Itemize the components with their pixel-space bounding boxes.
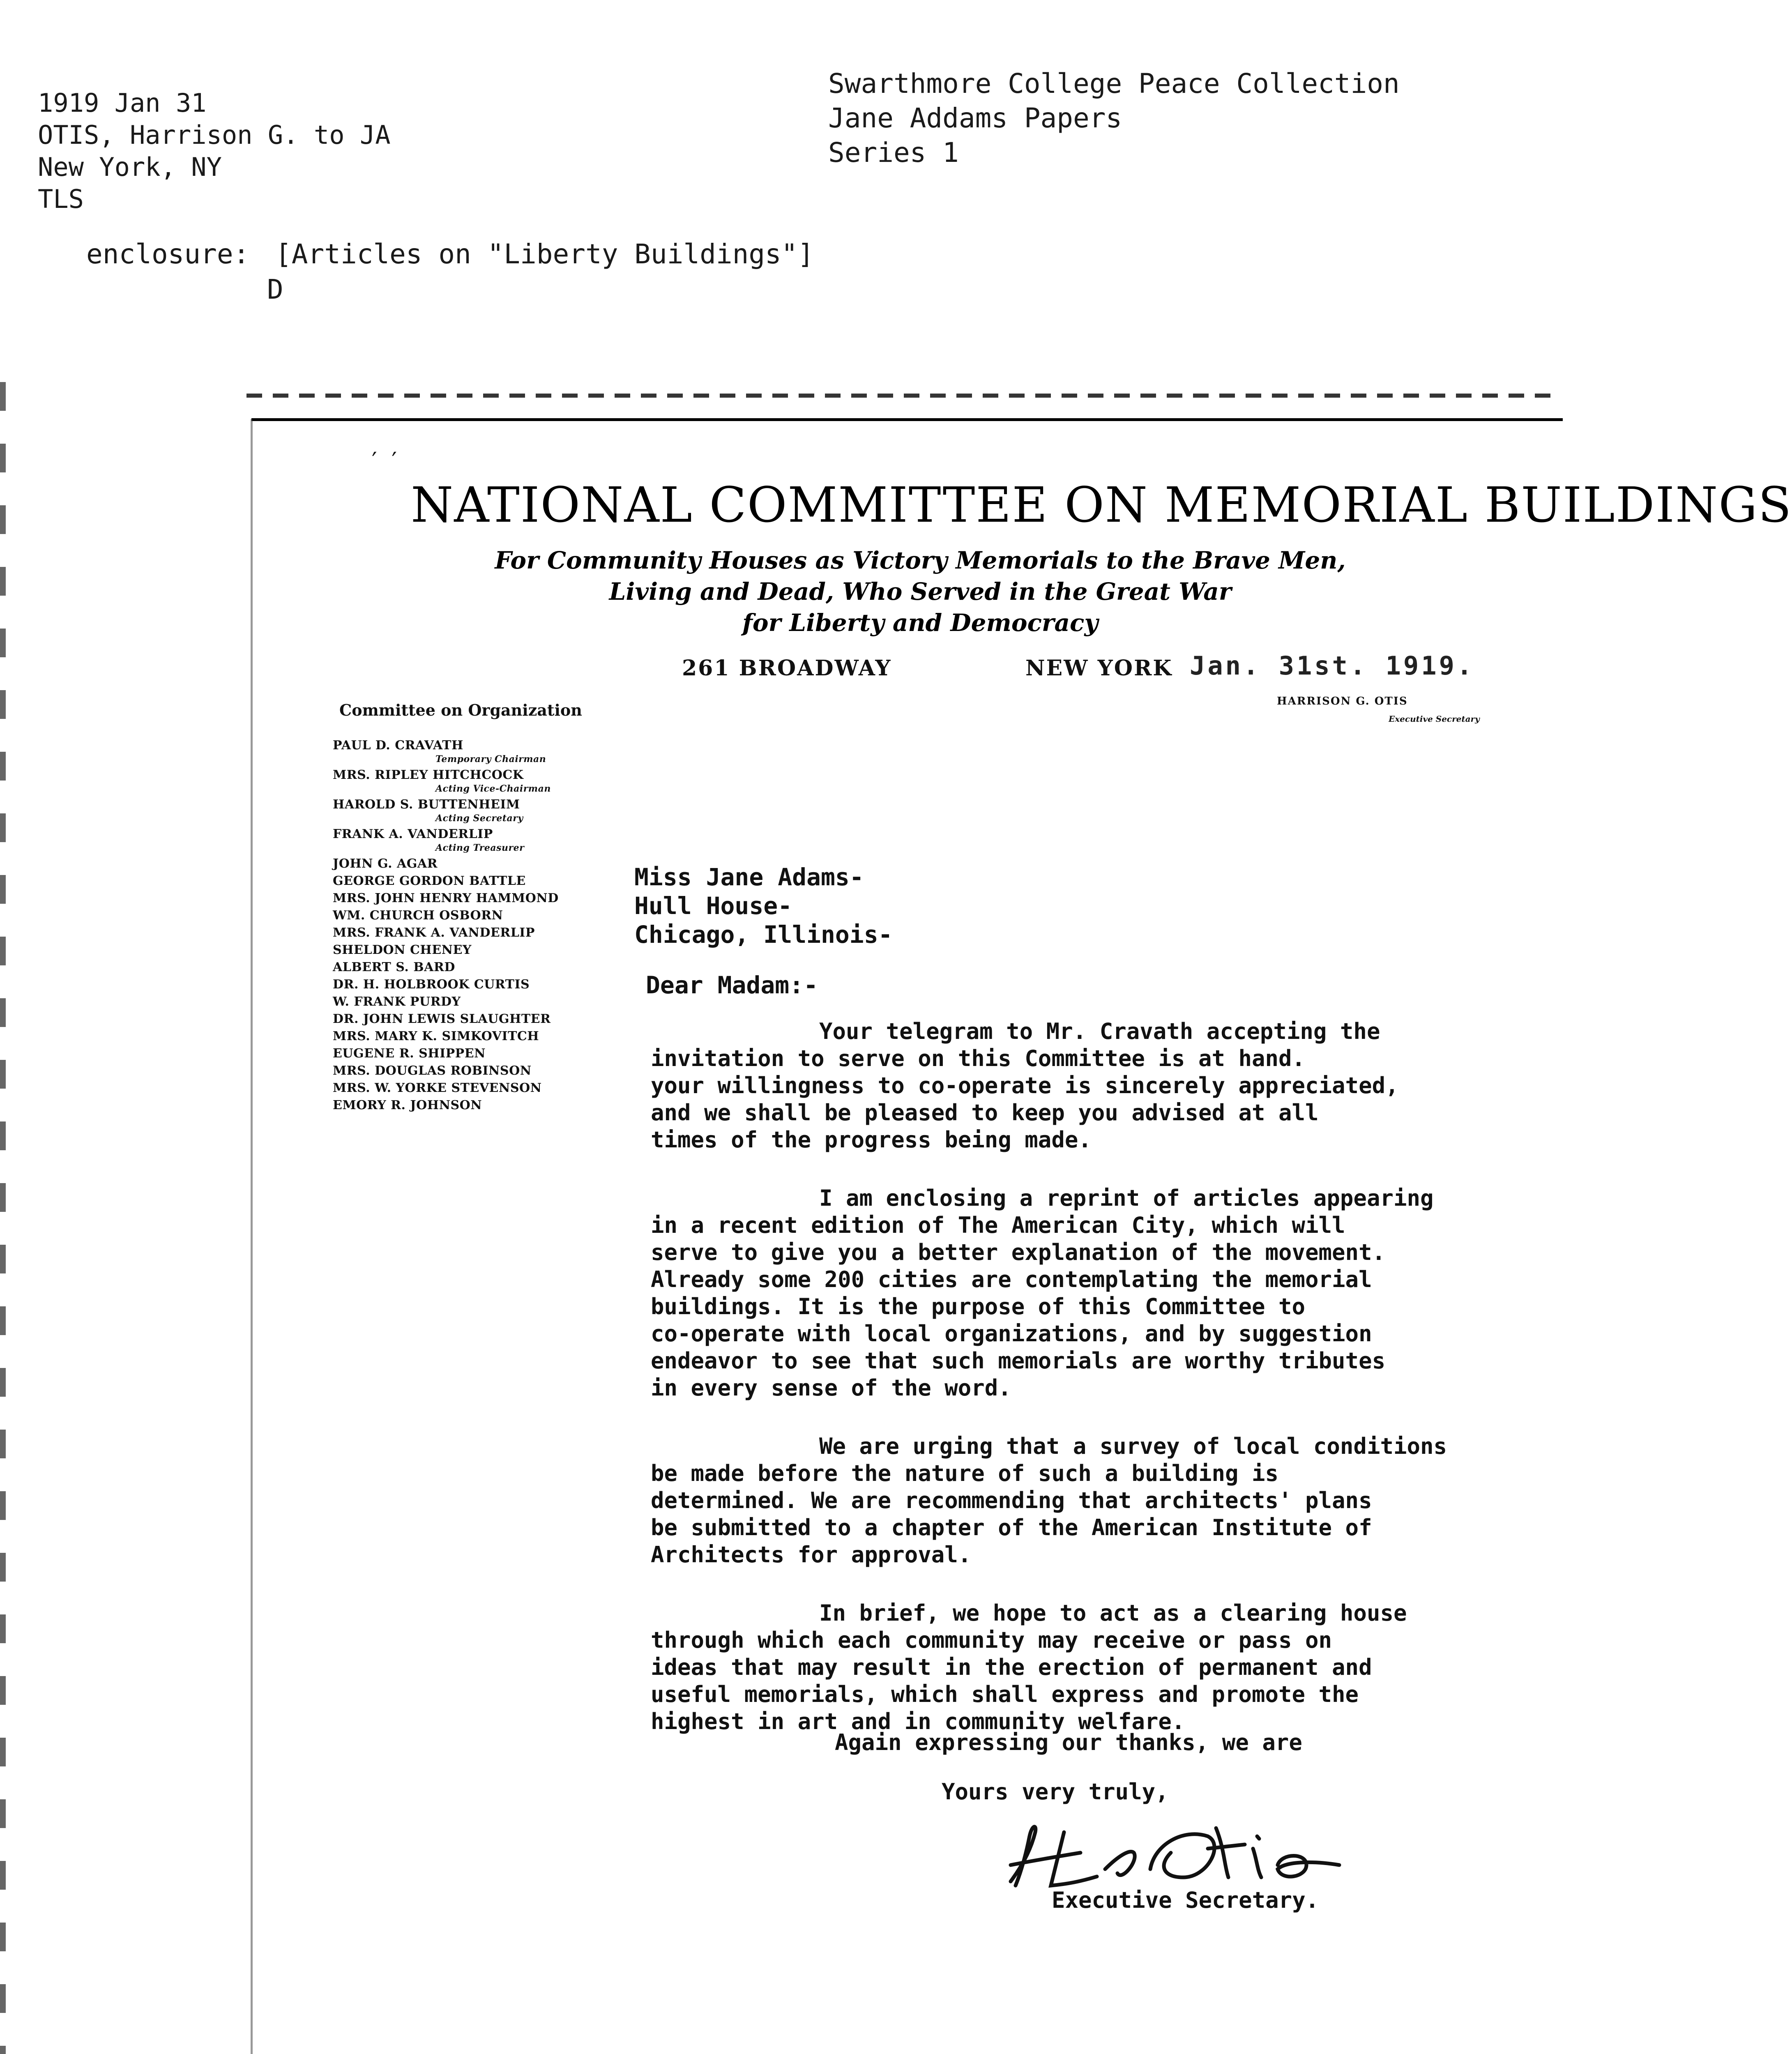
committee-member-name: GEORGE GORDON BATTLE (333, 874, 526, 888)
corner-marks: ′ ′ (372, 448, 397, 474)
page-left-edge (251, 419, 253, 2054)
committee-member-name: MRS. MARY K. SIMKOVITCH (333, 1029, 539, 1043)
letter-paragraph (651, 1185, 1550, 1402)
letter-line: in every sense of the word. (651, 1375, 1011, 1401)
enclosure-line (86, 238, 814, 270)
committee-member-name: HAROLD S. BUTTENHEIM (333, 797, 520, 812)
committee-member (333, 873, 596, 890)
committee-member-role: Acting Vice-Chairman (435, 783, 551, 794)
archival-type: TLS (38, 184, 84, 214)
committee-member (333, 959, 596, 976)
committee-member (333, 737, 596, 764)
recipient-name: Miss Jane Adams- (634, 863, 864, 891)
collection-name: Swarthmore College Peace Collection (828, 68, 1400, 99)
committee-member-role: Temporary Chairman (435, 754, 546, 764)
letter-line: Your telegram to Mr. Cravath accepting the (819, 1018, 1380, 1044)
committee-member-name: MRS. JOHN HENRY HAMMOND (333, 891, 559, 905)
committee-member (333, 1097, 596, 1114)
letter-line: invitation to serve on this Committee is at hand. (651, 1045, 1306, 1071)
enclosure-label: enclosure: (86, 238, 250, 270)
committee-member-name: MRS. W. YORKE STEVENSON (333, 1081, 542, 1095)
letter-line: buildings. It is the purpose of this Committee to (651, 1294, 1306, 1319)
letter-line: and we shall be pleased to keep you advised at all (651, 1100, 1319, 1126)
committee-member-role: Acting Treasurer (435, 843, 525, 853)
letter-line: be made before the nature of such a building is (651, 1460, 1279, 1486)
committee-member-name: DR. JOHN LEWIS SLAUGHTER (333, 1012, 551, 1026)
committee-member (333, 796, 596, 823)
letter-line: I am enclosing a reprint of articles appearing (819, 1185, 1434, 1211)
committee-member-name: MRS. DOUGLAS ROBINSON (333, 1064, 532, 1078)
letterhead-subtitle-3: for Liberty and Democracy (742, 609, 1099, 637)
letterhead-title: NATIONAL COMMITTEE ON MEMORIAL BUILDINGS (411, 477, 1792, 533)
letterhead-subtitle-2: Living and Dead, Who Served in the Great War (609, 578, 1232, 606)
archival-place: New York, NY (38, 152, 222, 182)
committee-member (333, 924, 596, 942)
committee-heading: Committee on Organization (339, 701, 582, 719)
letter-line: We are urging that a survey of local conditions (819, 1433, 1447, 1459)
recipient-address (634, 863, 893, 949)
committee-member (333, 1062, 596, 1080)
committee-member-name: SHELDON CHENEY (333, 943, 472, 957)
committee-member-name: ALBERT S. BARD (333, 960, 455, 974)
committee-list (333, 737, 596, 1114)
committee-member-role: Acting Secretary (435, 813, 523, 824)
enclosure-value: [Articles on "Liberty Buildings"] (275, 238, 814, 270)
committee-member (333, 907, 596, 924)
signer-title: Executive Secretary. (1052, 1887, 1319, 1913)
letter-line: your willingness to co-operate is sincerely appreciated, (651, 1073, 1399, 1098)
committee-member-name: MRS. FRANK A. VANDERLIP (333, 926, 535, 940)
committee-member (333, 976, 596, 993)
papers-name: Jane Addams Papers (828, 102, 1122, 134)
executive-title: Executive Secretary (1389, 714, 1480, 724)
archival-citation (38, 87, 391, 215)
scan-edge-dashes (246, 394, 1553, 398)
letterhead-subtitle-1: For Community Houses as Victory Memorials to the Brave Men, (495, 546, 1346, 574)
committee-member (333, 855, 596, 873)
committee-member (333, 767, 596, 794)
collection-info (828, 67, 1400, 170)
committee-member (333, 826, 596, 853)
committee-member-name: MRS. RIPLEY HITCHCOCK (333, 768, 524, 782)
letter-paragraph (651, 1433, 1550, 1568)
letter-date: Jan. 31st. 1919. (1190, 651, 1475, 681)
letter-line: Already some 200 cities are contemplating the memorial (651, 1266, 1372, 1292)
committee-member-name: EUGENE R. SHIPPEN (333, 1046, 486, 1061)
valediction: Yours very truly, (942, 1779, 1169, 1805)
salutation: Dear Madam:- (646, 971, 818, 999)
scan-side-edge (0, 382, 6, 2054)
committee-member (333, 993, 596, 1011)
executive-name: HARRISON G. OTIS (1277, 695, 1408, 707)
letter-line: through which each community may receive or pass on (651, 1627, 1332, 1653)
committee-member (333, 1028, 596, 1045)
letter-line: in a recent edition of The American City, which will (651, 1212, 1345, 1238)
committee-member-name: DR. H. HOLBROOK CURTIS (333, 977, 530, 992)
letter-line: Architects for approval. (651, 1542, 972, 1568)
committee-member-name: FRANK A. VANDERLIP (333, 827, 493, 841)
committee-member-name: PAUL D. CRAVATH (333, 738, 463, 753)
recipient-city: Chicago, Illinois- (634, 921, 893, 949)
series-name: Series 1 (828, 137, 959, 168)
letter-line: determined. We are recommending that architects' plans (651, 1488, 1372, 1513)
letter-line: In brief, we hope to act as a clearing house (819, 1600, 1407, 1626)
letterhead-address: 261 BROADWAY (682, 656, 892, 681)
committee-member-name: EMORY R. JOHNSON (333, 1098, 482, 1112)
letter-line: endeavor to see that such memorials are worthy tributes (651, 1348, 1386, 1374)
letter-line: be submitted to a chapter of the American Institute of (651, 1515, 1372, 1540)
committee-member (333, 942, 596, 959)
letter-line: serve to give you a better explanation of the movement. (651, 1239, 1386, 1265)
archival-date: 1919 Jan 31 (38, 88, 207, 118)
page-top-rule (251, 418, 1563, 421)
letter-line: useful memorials, which shall express and promote the (651, 1681, 1359, 1707)
committee-member (333, 1080, 596, 1097)
letter-line: times of the progress being made. (651, 1127, 1092, 1153)
committee-member (333, 1011, 596, 1028)
enclosure-d: D (267, 274, 283, 305)
committee-member-name: WM. CHURCH OSBORN (333, 908, 503, 923)
committee-member (333, 890, 596, 907)
letter-line: ideas that may result in the erection of permanent and (651, 1654, 1372, 1680)
recipient-street: Hull House- (634, 892, 792, 920)
closing-line: Again expressing our thanks, we are (835, 1729, 1302, 1755)
letter-paragraph (651, 1018, 1550, 1154)
letter-paragraph (651, 1600, 1550, 1735)
letter-body (651, 1018, 1550, 1766)
archival-correspondents: OTIS, Harrison G. to JA (38, 120, 391, 150)
letter-line: highest in art and in community welfare. (651, 1709, 1185, 1734)
committee-member (333, 1045, 596, 1062)
letterhead-city: NEW YORK (1025, 656, 1173, 681)
committee-member-name: W. FRANK PURDY (333, 995, 461, 1009)
letter-line: co-operate with local organizations, and by suggestion (651, 1321, 1372, 1347)
committee-member-name: JOHN G. AGAR (333, 857, 438, 871)
